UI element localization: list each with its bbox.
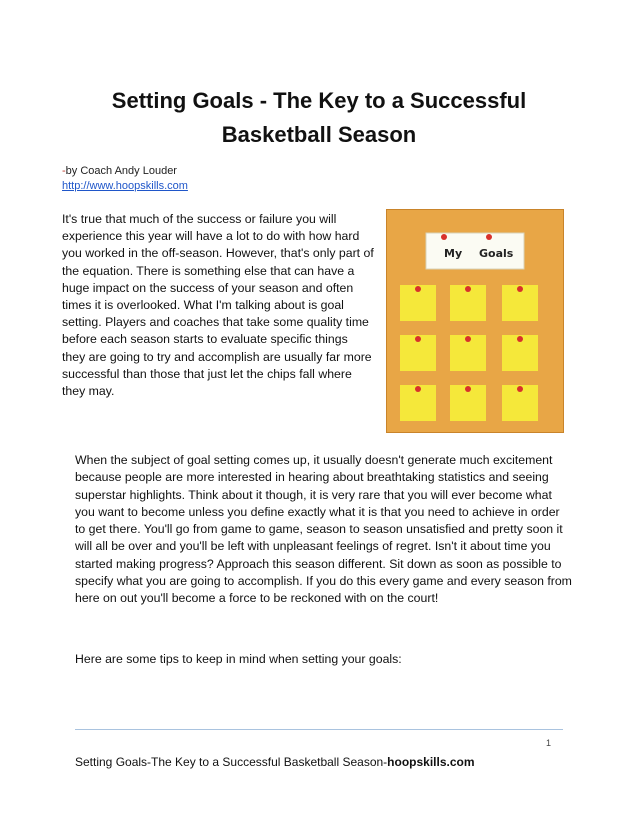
author-website-link[interactable]: http://www.hoopskills.com: [62, 180, 188, 192]
pin: [465, 386, 471, 392]
footer-site: hoopskills.com: [387, 755, 475, 769]
pin: [465, 336, 471, 342]
tips-intro: Here are some tips to keep in mind when setting your goals:: [75, 652, 402, 666]
pin: [517, 336, 523, 342]
pin: [441, 234, 447, 240]
byline: [62, 164, 188, 194]
byline-author: by Coach Andy Louder: [65, 165, 177, 177]
pin: [486, 234, 492, 240]
board-label-my: My: [444, 247, 463, 260]
sticky-notes: [400, 285, 538, 421]
board-label-goals: Goals: [479, 247, 514, 260]
intro-paragraph: It's true that much of the success or failure you will experience this year will have a lot to do with how hard you worked in the off-season. However, that's only part of the equation. There is something else that can have a huge impact on the success of your season and often times it is overlooked. What I'm talking about is goal setting. Players and coaches that take some quality time before each season starts to evaluate specific things they are going to try and accomplish are usually far more successful than those that just let the chips fall where they may.: [62, 212, 374, 399]
goals-board-image: [386, 209, 564, 433]
pin: [415, 286, 421, 292]
body-paragraph: When the subject of goal setting comes up, it usually doesn't generate much excitement because people are more interested in hearing about breathtaking statistics and seeing superstar highlights. Think about it though, it is very rare that you will ever become what you want to become unless you define exactly what it is that you need to achieve in order to get there. You'll go from game to game, season to season unsatisfied and pretty soon it will all be over and you'll be left with unpleasant feelings of regret. Isn't it about time you started making progress? Approach this season different. Sit down as soon as possible to specify what you are going to accomplish. If you do this every game and every season from here on out you'll become a force to be reckoned with on the court!: [75, 453, 572, 606]
pin: [415, 336, 421, 342]
footer-divider: [75, 729, 563, 730]
document-title: Setting Goals - The Key to a Successful Basketball Season: [111, 88, 527, 147]
my-goals-card: [426, 233, 524, 269]
footer-text: Setting Goals-The Key to a Successful Basketball Season-: [75, 755, 388, 769]
pin: [415, 386, 421, 392]
pin: [517, 386, 523, 392]
footer: [75, 755, 475, 769]
byline-dash: -: [62, 165, 66, 177]
pin: [517, 286, 523, 292]
pin: [465, 286, 471, 292]
page-number: 1: [546, 738, 552, 748]
